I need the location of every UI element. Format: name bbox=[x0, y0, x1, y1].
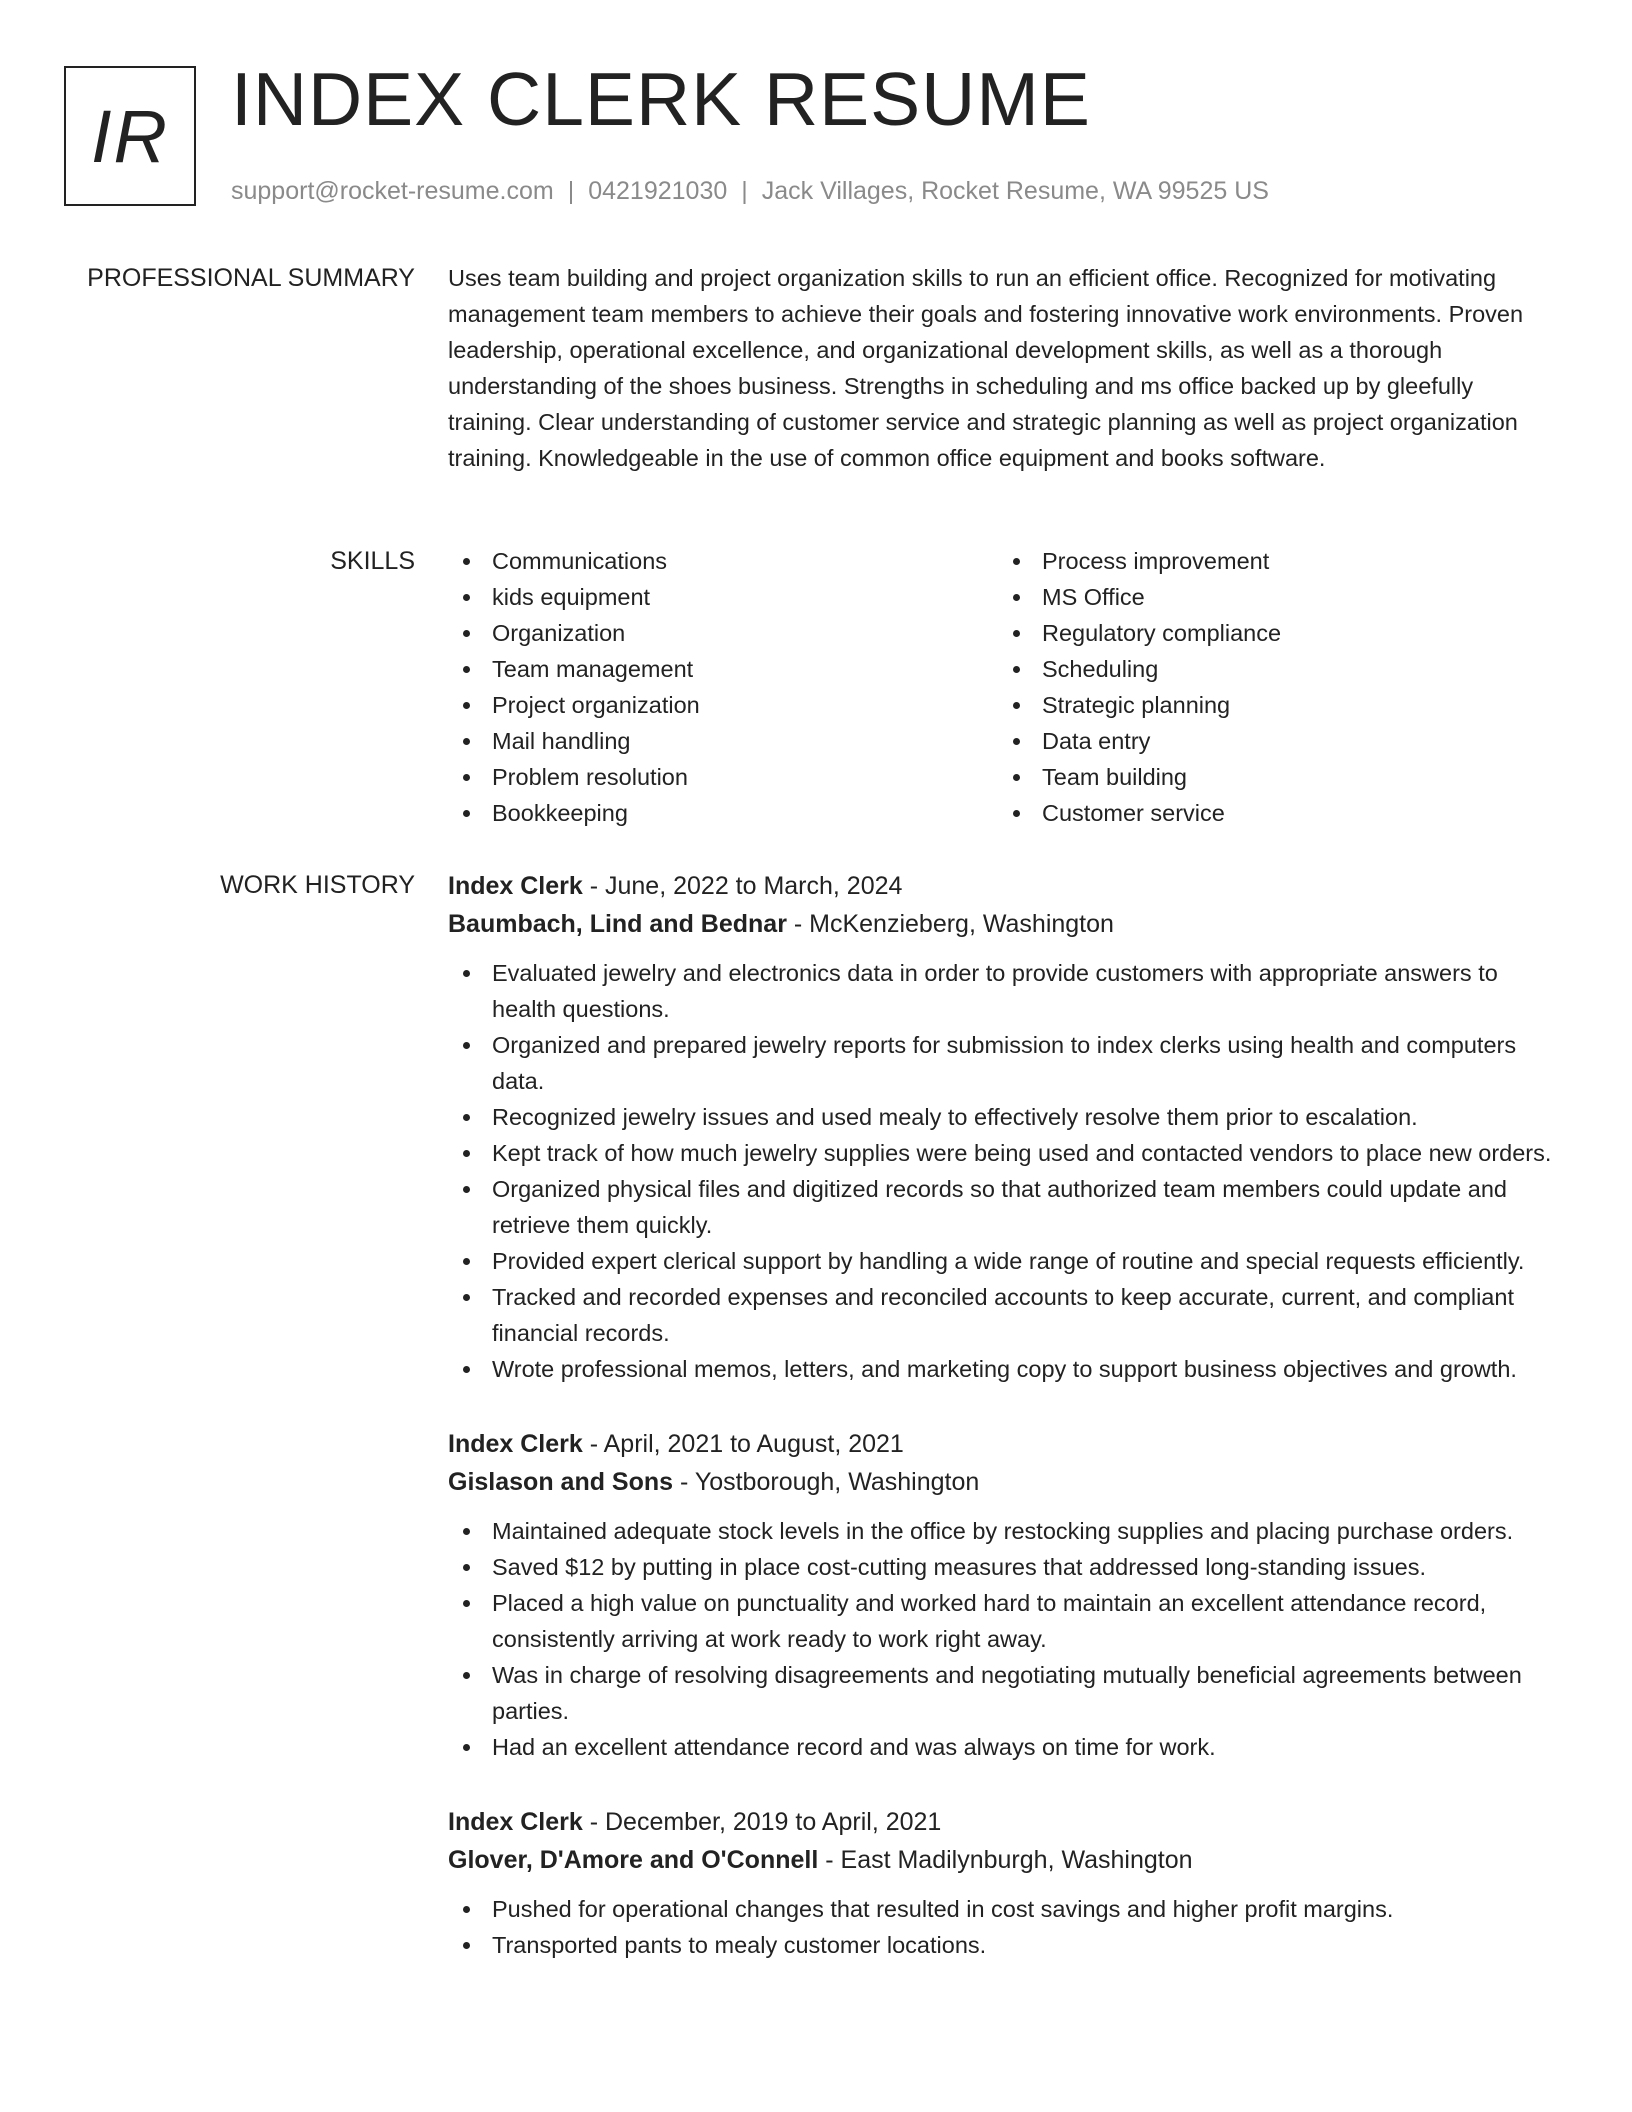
contact-separator: | bbox=[567, 177, 575, 205]
contact-line bbox=[231, 174, 1269, 208]
job-company-line bbox=[448, 1841, 1568, 1879]
job-duty: Had an excellent attendance record and was always on time for work. bbox=[448, 1729, 1568, 1765]
section-label-work-history: WORK HISTORY bbox=[220, 871, 415, 899]
monogram-badge bbox=[64, 66, 196, 206]
skills-list-right bbox=[998, 543, 1548, 831]
skill-item: Communications bbox=[448, 543, 998, 579]
summary-body bbox=[448, 260, 1568, 476]
job-duty: Evaluated jewelry and electronics data in order to provide customers with appropriate answers to health questions. bbox=[448, 955, 1568, 1027]
skill-item: Organization bbox=[448, 615, 998, 651]
job-duties-list bbox=[448, 1891, 1568, 1963]
job-company: Baumbach, Lind and Bednar bbox=[448, 910, 787, 938]
job-company: Gislason and Sons bbox=[448, 1468, 674, 1496]
work-history-body bbox=[448, 867, 1568, 2001]
job-duty: Organized physical files and digitized records so that authorized team members could update and retrieve them quickly. bbox=[448, 1171, 1568, 1243]
job-entry bbox=[448, 1803, 1568, 1963]
job-duty: Kept track of how much jewelry supplies were being used and contacted vendors to place new orders. bbox=[448, 1135, 1568, 1171]
job-company: Glover, D'Amore and O'Connell bbox=[448, 1846, 819, 1874]
job-dates: - December, 2019 to April, 2021 bbox=[582, 1808, 942, 1836]
skill-item: Team building bbox=[998, 759, 1548, 795]
skills-body bbox=[448, 543, 1568, 831]
job-duty: Pushed for operational changes that resulted in cost savings and higher profit margins. bbox=[448, 1891, 1568, 1927]
resume-title: INDEX CLERK RESUME bbox=[231, 57, 1091, 141]
job-duties-list bbox=[448, 955, 1568, 1387]
job-duty: Organized and prepared jewelry reports for submission to index clerks using health and computers data. bbox=[448, 1027, 1568, 1099]
skill-item: Bookkeeping bbox=[448, 795, 998, 831]
job-entry bbox=[448, 867, 1568, 1387]
job-location: - McKenzieberg, Washington bbox=[786, 910, 1114, 938]
job-duty: Placed a high value on punctuality and worked hard to maintain an excellent attendance record, consistently arriving at work ready to work right away. bbox=[448, 1585, 1568, 1657]
job-title-line bbox=[448, 1803, 1568, 1841]
job-title: Index Clerk bbox=[448, 872, 583, 900]
skill-item: Team management bbox=[448, 651, 998, 687]
job-dates: - June, 2022 to March, 2024 bbox=[582, 872, 903, 900]
skill-item: Problem resolution bbox=[448, 759, 998, 795]
job-title-line bbox=[448, 867, 1568, 905]
skill-item: Project organization bbox=[448, 687, 998, 723]
skill-item: Customer service bbox=[998, 795, 1548, 831]
skill-item: Mail handling bbox=[448, 723, 998, 759]
job-duty: Was in charge of resolving disagreements and negotiating mutually beneficial agreements between parties. bbox=[448, 1657, 1568, 1729]
skill-item: Regulatory compliance bbox=[998, 615, 1548, 651]
skill-item: kids equipment bbox=[448, 579, 998, 615]
skill-item: Strategic planning bbox=[998, 687, 1548, 723]
contact-separator: | bbox=[741, 177, 748, 205]
skill-item: Scheduling bbox=[998, 651, 1548, 687]
job-duty: Saved $12 by putting in place cost-cutting measures that addressed long-standing issues. bbox=[448, 1549, 1568, 1585]
job-company-line bbox=[448, 905, 1568, 943]
job-duties-list bbox=[448, 1513, 1568, 1765]
job-company-line bbox=[448, 1463, 1568, 1501]
job-duty: Maintained adequate stock levels in the office by restocking supplies and placing purchase orders. bbox=[448, 1513, 1568, 1549]
contact-email[interactable]: support@rocket-resume.com bbox=[231, 177, 554, 205]
job-duty: Wrote professional memos, letters, and marketing copy to support business objectives and growth. bbox=[448, 1351, 1568, 1387]
section-label-skills: SKILLS bbox=[330, 547, 415, 575]
contact-address: Jack Villages, Rocket Resume, WA 99525 US bbox=[761, 177, 1269, 205]
skill-item: Data entry bbox=[998, 723, 1548, 759]
summary-text: Uses team building and project organization skills to run an efficient office. Recognized for motivating management team members to achieve their goals and fostering innovative work environments. Proven leadership, operational excellence, and organizational development skills, as well as a thorough understanding of the shoes business. Strengths in scheduling and ms office backed up by gleefully training. Clear understanding of customer service and strategic planning as well as project organization training. Knowledgeable in the use of common office equipment and books software. bbox=[448, 265, 1524, 471]
job-title-line bbox=[448, 1425, 1568, 1463]
job-duty: Provided expert clerical support by handling a wide range of routine and special requests efficiently. bbox=[448, 1243, 1568, 1279]
job-title: Index Clerk bbox=[448, 1430, 583, 1458]
job-duty: Transported pants to mealy customer locations. bbox=[448, 1927, 1568, 1963]
job-location: - Yostborough, Washington bbox=[673, 1468, 980, 1496]
job-duty: Recognized jewelry issues and used mealy to effectively resolve them prior to escalation. bbox=[448, 1099, 1568, 1135]
monogram-initials: IR bbox=[91, 95, 169, 178]
skill-item: MS Office bbox=[998, 579, 1548, 615]
job-location: - East Madilynburgh, Washington bbox=[818, 1846, 1193, 1874]
job-title: Index Clerk bbox=[448, 1808, 583, 1836]
section-label-summary: PROFESSIONAL SUMMARY bbox=[87, 264, 415, 292]
job-dates: - April, 2021 to August, 2021 bbox=[582, 1430, 904, 1458]
contact-phone[interactable]: 0421921030 bbox=[588, 177, 728, 205]
skills-list-left bbox=[448, 543, 998, 831]
job-entry bbox=[448, 1425, 1568, 1765]
job-duty: Tracked and recorded expenses and reconciled accounts to keep accurate, current, and compliant financial records. bbox=[448, 1279, 1568, 1351]
skill-item: Process improvement bbox=[998, 543, 1548, 579]
